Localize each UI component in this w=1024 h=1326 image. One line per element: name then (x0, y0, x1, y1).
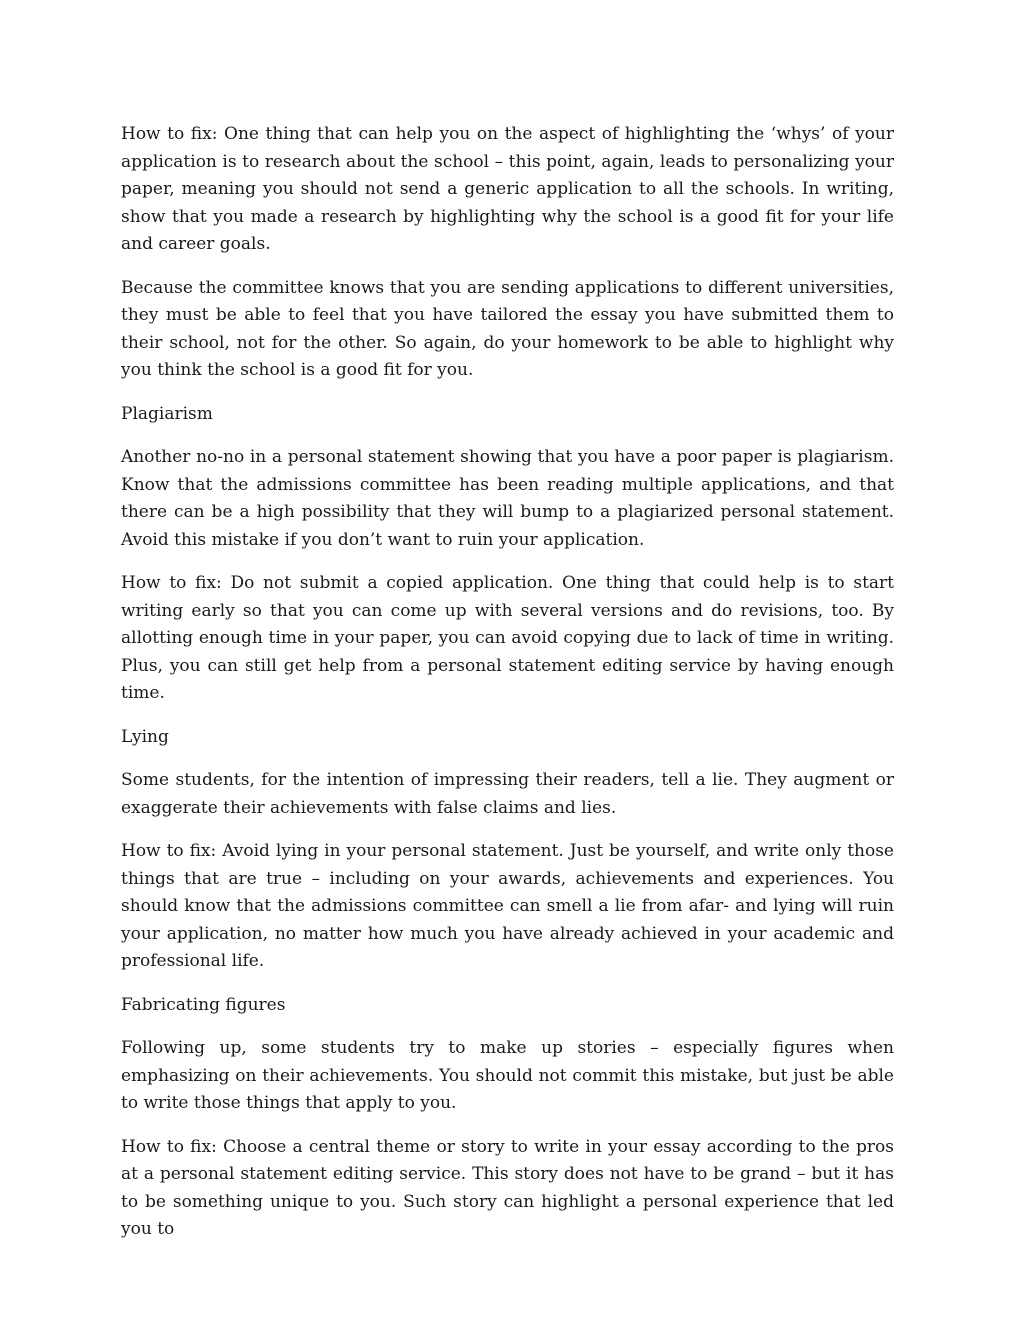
paragraph-lying: Some students, for the intention of impressing their readers, tell a lie. They augment or exaggerate their achievements with false claims and lies. (121, 770, 894, 818)
paragraph-plagiarism: Another no-no in a personal statement showing that you have a poor paper is plagiarism. Know that the admissions committee has been reading multiple applications, and that there can be a high possibility that they will bump to a plagiarized personal statement. Avoid this mistake if you don’t want to ruin your application. (121, 447, 894, 550)
section-heading-fabricating-figures: Fabricating figures (121, 994, 286, 1015)
paragraph-how-to-fix-plagiarism: How to fix: Do not submit a copied application. One thing that could help is to start writing early so that you can come up with several versions and do revisions, too. By allotting enough time in your paper, you can avoid copying due to lack of time in writing. Plus, you can still get help from a personal statement editing service by having enough time. (121, 573, 894, 703)
document-body (121, 121, 894, 1260)
paragraph-how-to-fix-research: How to fix: One thing that can help you on the aspect of highlighting the ‘whys’ of your application is to research about the school – this point, again, leads to personalizing your paper, meaning you should not send a generic application to all the schools. In writing, show that you made a research by highlighting why the school is a good fit for your life and career goals. (121, 124, 894, 254)
paragraph-how-to-fix-fabricating: How to fix: Choose a central theme or story to write in your essay according to the pros at a personal statement editing service. This story does not have to be grand – but it has to be something unique to you. Such story can highlight a personal experience that led you to (121, 1136, 894, 1239)
section-heading-plagiarism: Plagiarism (121, 403, 213, 424)
section-heading-lying: Lying (121, 726, 169, 747)
paragraph-committee-tailored: Because the committee knows that you are sending applications to different universities, they must be able to feel that you have tailored the essay you have submitted them to their school, not for the other. So again, do your homework to be able to highlight why you think the school is a good fit for you. (121, 277, 894, 380)
paragraph-how-to-fix-lying: How to fix: Avoid lying in your personal statement. Just be yourself, and write only those things that are true – including on your awards, achievements and experiences. You should know that the admissions committee can smell a lie from afar- and lying will ruin your application, no matter how much you have already achieved in your academic and professional life. (121, 841, 894, 971)
paragraph-fabricating-figures: Following up, some students try to make up stories – especially figures when emphasizing on their achievements. You should not commit this mistake, but just be able to write those things that apply to you. (121, 1038, 894, 1113)
